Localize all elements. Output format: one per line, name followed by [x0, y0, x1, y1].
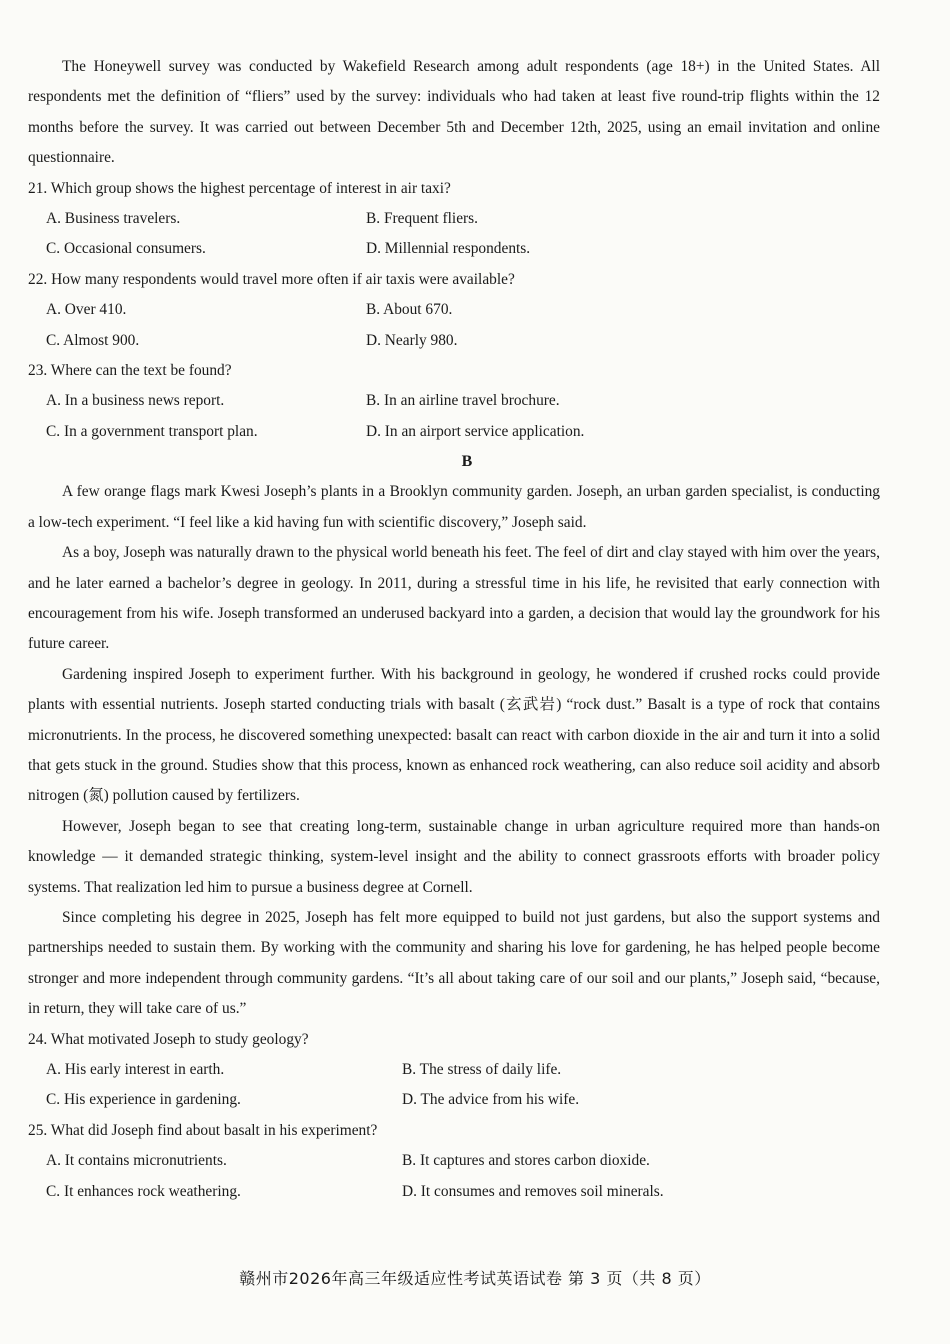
option-c[interactable]: C. Occasional consumers. [46, 240, 206, 258]
question-stem: 21. Which group shows the highest percentage of interest in air taxi? [28, 179, 451, 197]
option-a[interactable]: A. In a business news report. [46, 392, 225, 410]
option-c[interactable]: C. It enhances rock weathering. [46, 1182, 241, 1200]
option-d[interactable]: D. Nearly 980. [366, 331, 458, 349]
option-a[interactable]: A. Over 410. [46, 301, 127, 319]
passage-b-paragraph-2: As a boy, Joseph was naturally drawn to the physical world beneath his feet. The feel of dirt and clay stayed with him over the years, and he later earned a bachelor’s degree in geology. In 2011, during a stressful time in his life, he revisited that early connection with encouragement from his wife. Joseph transformed an underused backyard into a garden, a decision that would lay the groundwork for his future career. [28, 544, 880, 653]
passage-b-paragraph-1: A few orange flags mark Kwesi Joseph’s plants in a Brooklyn community garden. Joseph, an urban garden specialist, is conducting a low-tech experiment. “I feel like a kid having fun with scientific discovery,” Joseph said. [28, 483, 880, 531]
option-c[interactable]: C. In a government transport plan. [46, 422, 258, 440]
option-b[interactable]: B. The stress of daily life. [402, 1061, 562, 1078]
question-22 [28, 265, 880, 356]
option-b[interactable]: B. Frequent fliers. [366, 210, 478, 228]
option-a[interactable]: A. His early interest in earth. [46, 1061, 225, 1078]
option-b[interactable]: B. In an airline travel brochure. [366, 392, 560, 410]
option-c[interactable]: C. His experience in gardening. [46, 1091, 241, 1109]
option-b[interactable]: B. About 670. [366, 301, 453, 319]
option-a[interactable]: A. It contains micronutrients. [46, 1152, 227, 1170]
question-25 [28, 1116, 880, 1207]
question-21 [28, 174, 880, 265]
option-d[interactable]: D. The advice from his wife. [402, 1091, 580, 1109]
option-a[interactable]: A. Business travelers. [46, 210, 181, 228]
option-d[interactable]: D. In an airport service application. [366, 422, 585, 440]
question-stem: 23. Where can the text be found? [28, 362, 232, 380]
passage-b-paragraph-5: Since completing his degree in 2025, Joseph has felt more equipped to build not just gardens, but also the support systems and partnerships needed to sustain them. By working with the community and sharing his love for gardening, he has helped people become stronger and more independent through community gardens. “It’s all about taking care of our soil and our plants,” Joseph said, “because, in return, they will take care of us.” [28, 908, 880, 1018]
question-stem: 25. What did Joseph find about basalt in his experiment? [28, 1121, 378, 1139]
section-b-heading: B [461, 453, 473, 471]
question-stem: 24. What motivated Joseph to study geology? [28, 1030, 309, 1048]
option-c[interactable]: C. Almost 900. [46, 331, 140, 349]
page-footer: 赣州市2026年高三年级适应性考试英语试卷 第 3 页（共 8 页） [239, 1269, 711, 1288]
question-24 [28, 1025, 880, 1116]
passage-a-paragraph: The Honeywell survey was conducted by Wakefield Research among adult respondents (age 18+) in the United States. All respondents met the definition of “fliers” used by the survey: individuals who had taken at least five round-trip flights within the 12 months before the survey. It was carried out between December 5th and December 12th, 2025, using an email invitation and online questionnaire. [28, 58, 880, 167]
passage-b-paragraph-4: However, Joseph began to see that creating long-term, sustainable change in urban agriculture required more than hands-on knowledge — it demanded strategic thinking, system-level insight and the ability to connect grassroots efforts with broader policy systems. That realization led him to pursue a business degree at Cornell. [28, 817, 880, 896]
question-stem: 22. How many respondents would travel more often if air taxis were available? [28, 270, 515, 288]
question-23 [28, 356, 880, 447]
option-d[interactable]: D. Millennial respondents. [366, 240, 531, 258]
option-b[interactable]: B. It captures and stores carbon dioxide. [402, 1152, 650, 1170]
passage-b-paragraph-3: Gardening inspired Joseph to experiment further. With his background in geology, he wondered if crushed rocks could provide plants with essential nutrients. Joseph started conducting trials with basalt (玄武岩) “rock dust.” Basalt is a type of rock that contains micronutrients. In the process, he discovered something unexpected: basalt can react with carbon dioxide in the air and turn it into a solid that gets stuck in the ground. Studies show that this process, known as enhanced rock weathering, can also reduce soil acidity and absorb nitrogen (氮) pollution caused by fertilizers. [28, 665, 880, 805]
option-d[interactable]: D. It consumes and removes soil minerals. [402, 1182, 664, 1200]
